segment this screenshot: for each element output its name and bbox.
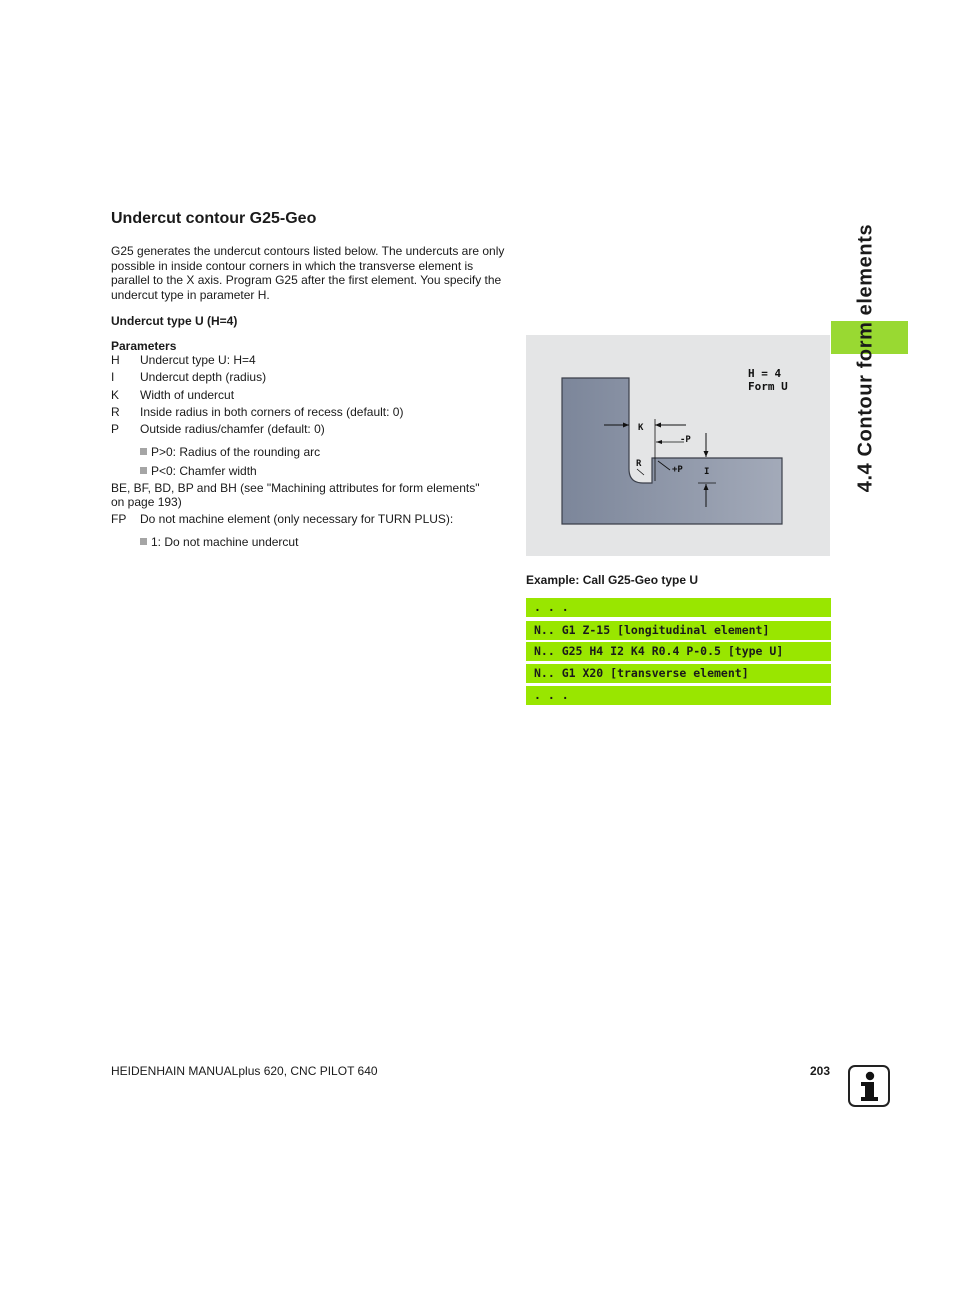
- page-number: 203: [809, 1064, 830, 1078]
- footer-text: HEIDENHAIN MANUALplus 620, CNC PILOT 640: [111, 1064, 378, 1078]
- side-chapter-title: 4.4 Contour form elements: [854, 223, 877, 493]
- param-desc: Undercut type U: H=4: [140, 353, 256, 367]
- undercut-type-heading: Undercut type U (H=4): [111, 314, 238, 328]
- param-desc: Width of undercut: [140, 388, 235, 402]
- parameters-heading: Parameters: [111, 339, 177, 353]
- param-key: R: [111, 405, 120, 419]
- bullet-square-icon: [140, 538, 147, 545]
- bullet-item: 1: Do not machine undercut: [140, 535, 298, 549]
- bullet-item: P<0: Chamfer width: [140, 464, 257, 478]
- example-heading: Example: Call G25-Geo type U: [526, 573, 699, 587]
- label-i: I: [704, 467, 710, 477]
- param-row-p: [111, 422, 325, 436]
- attributes-line-1: BE, BF, BD, BP and BH (see "Machining attributes for form elements": [111, 481, 480, 495]
- p-arrowhead: [656, 440, 662, 444]
- label-plus-p: +P: [672, 465, 683, 475]
- side-title-wrap: [852, 212, 880, 504]
- code-line: N.. G1 X20 [transverse element]: [526, 664, 831, 683]
- param-key: P: [111, 422, 120, 436]
- param-row-fp: [111, 512, 453, 526]
- r-pointer: [637, 469, 644, 475]
- param-desc: Inside radius in both corners of recess (default: 0): [140, 405, 404, 419]
- code-line: . . .: [526, 598, 831, 617]
- param-desc: Outside radius/chamfer (default: 0): [140, 422, 325, 436]
- undercut-diagram: [526, 335, 830, 556]
- param-row-h: [111, 353, 256, 367]
- label-h: H = 4: [748, 367, 782, 380]
- workpiece-shape: [562, 378, 782, 524]
- param-desc: Undercut depth (radius): [140, 370, 267, 384]
- intro-paragraph: G25 generates the undercut contours listed below. The undercuts are only possible in inside contour corners in which the transverse element is parallel to the X axis. Program G25 after the first element. You specify the undercut type in parameter H.: [111, 244, 505, 302]
- code-line: N.. G1 Z-15 [longitudinal element]: [526, 621, 831, 640]
- i-arrowhead-top: [704, 451, 709, 457]
- param-row-k: [111, 388, 234, 402]
- k-arrowhead-right: [655, 423, 661, 428]
- attributes-line-2: on page 193): [111, 495, 182, 509]
- param-key: K: [111, 388, 120, 402]
- undercut-figure: [526, 335, 830, 556]
- param-key: H: [111, 353, 120, 367]
- bullet-square-icon: [140, 467, 147, 474]
- info-icon: [848, 1065, 890, 1107]
- label-r: R: [636, 459, 642, 469]
- param-desc: Do not machine element (only necessary for TURN PLUS):: [140, 512, 454, 526]
- bullet-square-icon: [140, 448, 147, 455]
- param-key: FP: [111, 512, 127, 526]
- code-line: N.. G25 H4 I2 K4 R0.4 P-0.5 [type U]: [526, 642, 831, 661]
- label-form: Form U: [748, 380, 788, 393]
- section-title: Undercut contour G25-Geo: [111, 210, 317, 227]
- bullet-item: P>0: Radius of the rounding arc: [140, 445, 320, 459]
- code-line: . . .: [526, 686, 831, 705]
- param-row-i: [111, 370, 266, 384]
- label-minus-p: -P: [680, 435, 691, 445]
- label-k: K: [638, 423, 644, 433]
- param-key: I: [111, 370, 115, 384]
- param-row-r: [111, 405, 403, 419]
- info-glyph: [850, 1067, 888, 1105]
